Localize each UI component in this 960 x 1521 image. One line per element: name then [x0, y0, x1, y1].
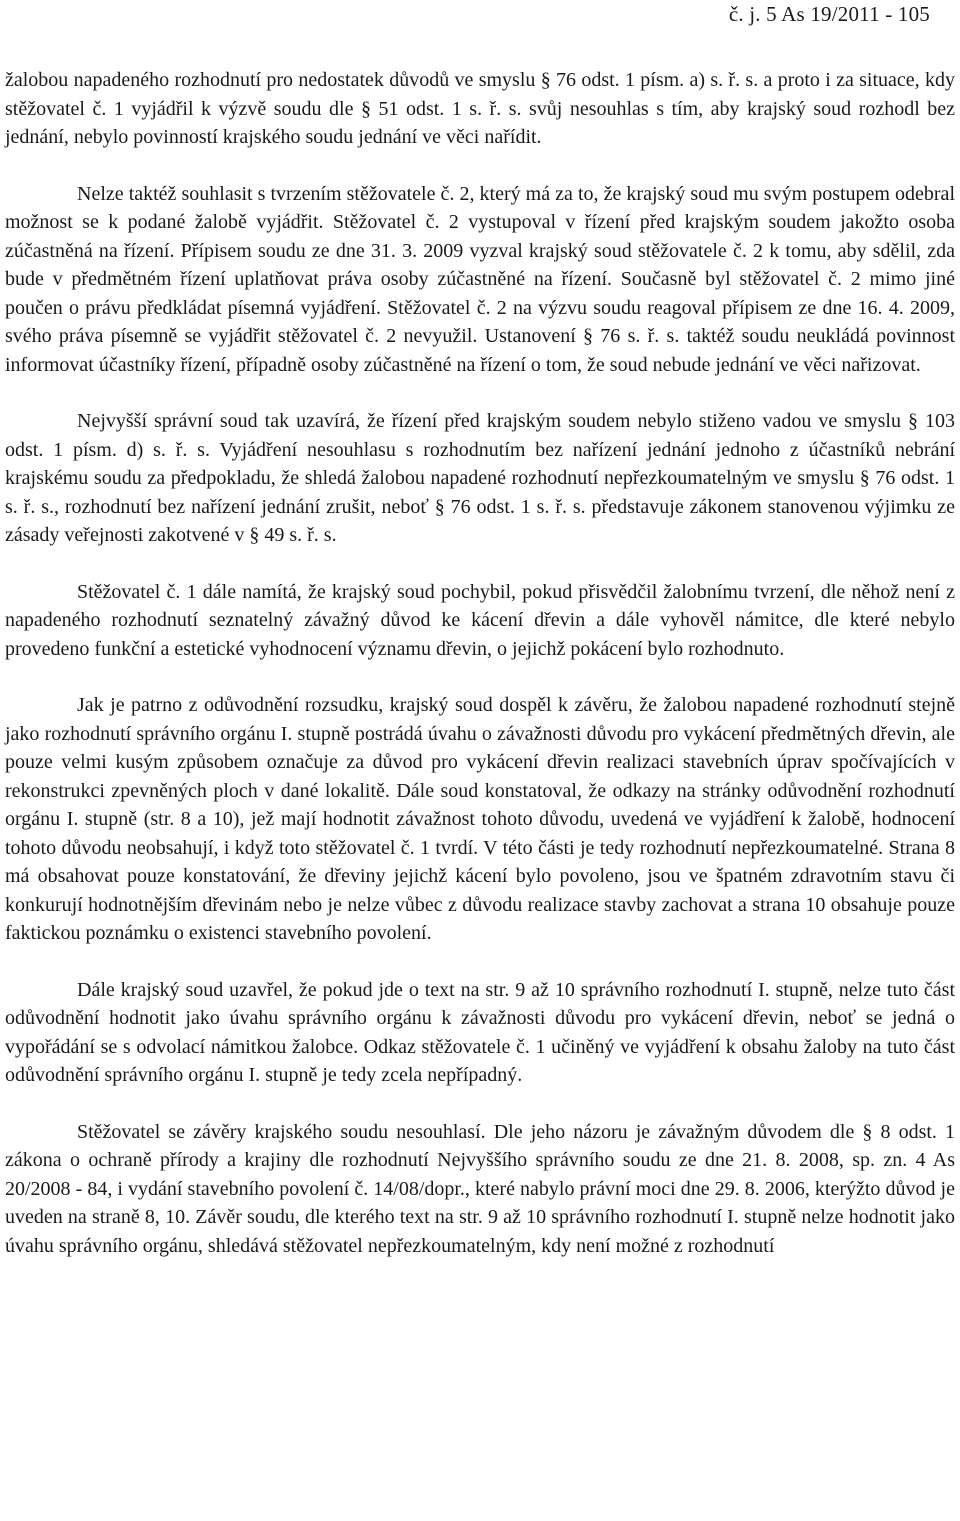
paragraph-5: Jak je patrno z odůvodnění rozsudku, krajský soud dospěl k závěru, že žalobou napadené rozhodnutí stejně jako rozhodnutí správního orgánu I. stupně postrádá úvahu o závažnosti důvodu pro vykácení předmětných dřevin, ale pouze velmi kusým způsobem označuje za důvod pro vykácení dřevin realizaci stavebních úprav spočívajících v rekonstrukci zpevněných ploch v dané lokalitě. Dále soud konstatoval, že odkazy na stránky odůvodnění rozhodnutí orgánu I. stupně (str. 8 a 10), jež mají hodnotit závažnost tohoto důvodu, uvedená ve vyjádření k žalobě, hodnocení tohoto důvodu neobsahují, i když toto stěžovatel č. 1 tvrdí. V této části je tedy rozhodnutí nepřezkoumatelné. Strana 8 má obsahovat pouze konstatování, že dřeviny jejichž kácení bylo povoleno, jsou ve špatném zdravotním stavu či konkurují hodnotnějším dřevinám nebo je nelze vůbec z důvodu realizace stavby zachovat a strana 10 obsahuje pouze faktickou poznámku o existenci stavebního povolení.	[5, 694, 955, 944]
case-reference: č. j. 5 As 19/2011 - 105	[728, 2, 930, 26]
paragraph-3: Nejvyšší správní soud tak uzavírá, že řízení před krajským soudem nebylo stiženo vadou ve smyslu § 103 odst. 1 písm. d) s. ř. s. Vyjádření nesouhlasu s rozhodnutím bez nařízení jednání jednoho z účastníků nebrání krajskému soudu za předpokladu, že shledá žalobou napadené rozhodnutí nepřezkoumatelným ve smyslu § 76 odst. 1 s. ř. s., rozhodnutí bez nařízení jednání zrušit, neboť § 76 odst. 1 s. ř. s. představuje zákonem stanovenou výjimku ze zásady veřejnosti zakotvené v § 49 s. ř. s.	[5, 410, 955, 546]
paragraph-2: Nelze taktéž souhlasit s tvrzením stěžovatele č. 2, který má za to, že krajský soud mu svým postupem odebral možnost se k podané žalobě vyjádřit. Stěžovatel č. 2 vystupoval v řízení před krajským soudem jakožto osoba zúčastněná na řízení. Přípisem soudu ze dne 31. 3. 2009 vyzval krajský soud stěžovatele č. 2 k tomu, aby sdělil, zda bude v předmětném řízení uplatňovat práva osoby zúčastněné na řízení. Současně byl stěžovatel č. 2 mimo jiné poučen o právu předkládat písemná vyjádření. Stěžovatel č. 2 na výzvu soudu reagoval přípisem ze dne 16. 4. 2009, svého práva písemně se vyjádřit stěžovatel č. 2 nevyužil. Ustanovení § 76 s. ř. s. taktéž soudu neukládá povinnost informovat účastníky řízení, případně osoby zúčastněné na řízení o tom, že soud nebude jednání ve věci nařizovat.	[5, 182, 955, 376]
paragraph-1: žalobou napadeného rozhodnutí pro nedostatek důvodů ve smyslu § 76 odst. 1 písm. a) s. ř. s. a proto i za situace, kdy stěžovatel č. 1 vyjádřil k výzvě soudu dle § 51 odst. 1 s. ř. s. svůj nesouhlas s tím, aby krajský soud rozhodl bez jednání, nebylo povinností krajského soudu jednání ve věci nařídit.	[5, 69, 955, 148]
paragraph-6: Dále krajský soud uzavřel, že pokud jde o text na str. 9 až 10 správního rozhodnutí I. stupně, nelze tuto část odůvodnění hodnotit jako úvahu správního orgánu k závažnosti důvodu pro vykácení dřevin, neboť se jedná o vypořádání se s odvolací námitkou žalobce. Odkaz stěžovatele č. 1 učiněný ve vyjádření k obsahu žaloby na tuto část odůvodnění správního orgánu I. stupně je tedy zcela nepřípadný.	[5, 978, 955, 1086]
paragraph-7: Stěžovatel se závěry krajského soudu nesouhlasí. Dle jeho názoru je závažným důvodem dle § 8 odst. 1 zákona o ochraně přírody a krajiny dle rozhodnutí Nejvyššího správního soudu ze dne 21. 8. 2008, sp. zn. 4 As 20/2008 - 84, i vydání stavebního povolení č. 14/08/dopr., které nabylo právní moci dne 29. 8. 2006, kterýžto důvod je uveden na straně 8, 10. Závěr soudu, dle kterého text na str. 9 až 10 správního rozhodnutí I. stupně nelze hodnotit jako úvahu správního orgánu, shledává stěžovatel nepřezkoumatelným, kdy není možné z rozhodnutí	[5, 1120, 955, 1257]
paragraph-4: Stěžovatel č. 1 dále namítá, že krajský soud pochybil, pokud přisvědčil žalobnímu tvrzení, dle něhož není z napadeného rozhodnutí seznatelný závažný důvod ke kácení dřevin a dále vyhověl námitce, dle které nebylo provedeno funkční a estetické vyhodnocení významu dřevin, o jejichž pokácení bylo rozhodnuto.	[5, 580, 955, 660]
document-body	[5, 66, 955, 1288]
